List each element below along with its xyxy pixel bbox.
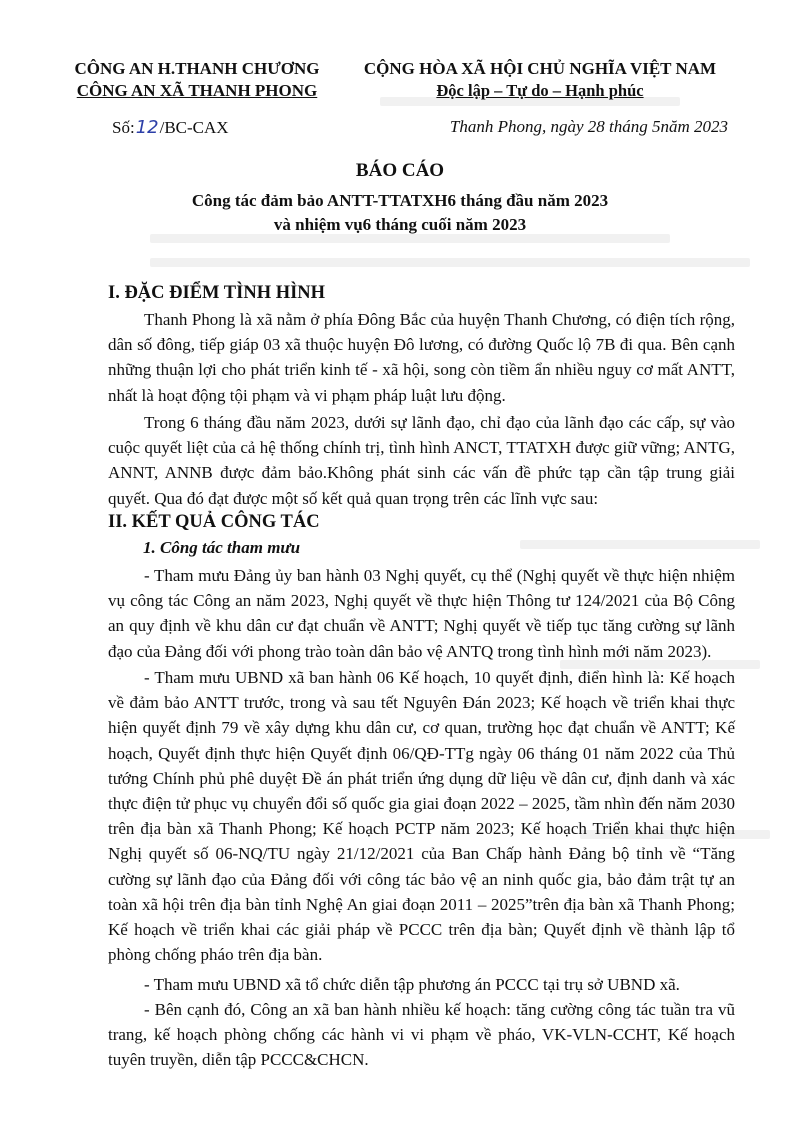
paragraph: - Bên cạnh đó, Công an xã ban hành nhiều kế hoạch: tăng cường công tác tuần tra vũ trang, kế hoạch phòng chống các hành vi vi phạm về pháo, VK-VLN-CCHT, Kế hoạch tuyên truyền, diễn tập PCCC&CHCN. <box>108 1000 735 1070</box>
subtitle-line-2: và nhiệm vụ6 tháng cuối năm 2023 <box>273 215 527 234</box>
motto: Độc lập – Tự do – Hạnh phúc <box>436 81 644 100</box>
doc-number-prefix: Số: <box>112 118 135 137</box>
subtitle-line-1: Công tác đảm bảo ANTT-TTATXH6 tháng đầu năm 2023 <box>191 191 609 210</box>
document-number <box>112 117 229 138</box>
section-2-heading: II. KẾT QUẢ CÔNG TÁC <box>108 512 320 532</box>
paragraph: - Tham mưu Đảng ủy ban hành 03 Nghị quyết, cụ thể (Nghị quyết về thực hiện nhiệm vụ công tác Công an năm 2023, Nghị quyết về thực hiện Thông tư 124/2021 của Bộ Công an quy định về khu dân cư đạt chuẩn về ANTT; Nghị quyết về tiếp tục tăng cường sự lãnh đạo của Đảng đối với phong trào toàn dân bảo vệ ANTQ trong tình hình mới năm 2023). <box>108 566 735 661</box>
country-name: CỘNG HÒA XÃ HỘI CHỦ NGHĨA VIỆT NAM <box>363 59 717 78</box>
bleed-through-mark <box>150 258 750 267</box>
national-motto <box>340 58 740 102</box>
agency-line-2: CÔNG AN XÃ THANH PHONG <box>76 81 318 100</box>
paragraph: - Tham mưu UBND xã tổ chức diễn tập phương án PCCC tại trụ sở UBND xã. <box>144 975 680 994</box>
date-line: Thanh Phong, ngày 28 tháng 5năm 2023 <box>449 117 728 136</box>
document-title: BÁO CÁO <box>355 160 445 181</box>
agency-line-1: CÔNG AN H.THANH CHƯƠNG <box>74 59 320 78</box>
paragraph: Trong 6 tháng đầu năm 2023, dưới sự lãnh đạo, chỉ đạo của lãnh đạo các cấp, sự vào cuộc quyết liệt của cả hệ thống chính trị, tình hình ANCT, TTATXH được giữ vững; ANTG, ANNT, ANNB được đảm bảo.Không phát sinh các vấn đề phức tạp cần tập trung giải quyết. Qua đó đạt được một số kết quả quan trọng trên các lĩnh vực sau: <box>108 413 735 508</box>
section-1-heading: I. ĐẶC ĐIỂM TÌNH HÌNH <box>108 283 326 303</box>
doc-number-suffix: /BC-CAX <box>159 118 229 137</box>
paragraph: - Tham mưu UBND xã ban hành 06 Kế hoạch, 10 quyết định, điển hình là: Kế hoạch về đảm bảo ANTT trước, trong và sau tết Nguyên Đán 2023; Kế hoạch về triển khai thực hiện quyết định 79 về xây dựng khu dân cư, cơ quan, trường học đạt chuẩn về ANTT; Kế hoạch, Quyết định thực hiện Quyết định 06/QĐ-TTg ngày 06 tháng 01 năm 2022 của Thủ tướng Chính phủ phê duyệt Đề án phát triển ứng dụng dữ liệu về dân cư, định danh và xác thực điện tử phục vụ chuyển đổi số quốc gia giai đoạn 2022 – 2025, tầm nhìn đến năm 2030 trên địa bàn xã Thanh Phong; Kế hoạch PCTP năm 2023; Kế hoạch Triển khai thực hiện Nghị quyết số 06-NQ/TU ngày 21/12/2021 của Ban Chấp hành Đảng bộ tỉnh về “Tăng cường sự lãnh đạo của Đảng đối với công tác bảo vệ an ninh quốc gia, bảo đảm trật tự an toàn xã hội trên địa bàn tỉnh Nghệ An giai đoạn 2011 – 2025”trên địa bàn xã Thanh Phong; Kế hoạch về triển khai các giải pháp về PCCC trên địa bàn; Quyết định về thành lập tổ phòng chống pháo trên địa bàn. <box>108 668 735 965</box>
subsection-heading: 1. Công tác tham mưu <box>143 538 301 557</box>
bleed-through-mark <box>520 540 760 549</box>
handwritten-number: 12 <box>135 117 159 138</box>
paragraph: Thanh Phong là xã nằm ở phía Đông Bắc của huyện Thanh Chương, có điện tích rộng, dân số đông, tiếp giáp 03 xã thuộc huyện Đô lương, có đường Quốc lộ 7B đi qua. Bên cạnh những thuận lợi cho phát triển kinh tế - xã hội, song còn tiềm ẩn nhiều nguy cơ mất ANTT, nhất là hoạt động tội phạm và vi phạm pháp luật lưu động. <box>108 310 735 405</box>
issuing-agency <box>62 58 332 102</box>
